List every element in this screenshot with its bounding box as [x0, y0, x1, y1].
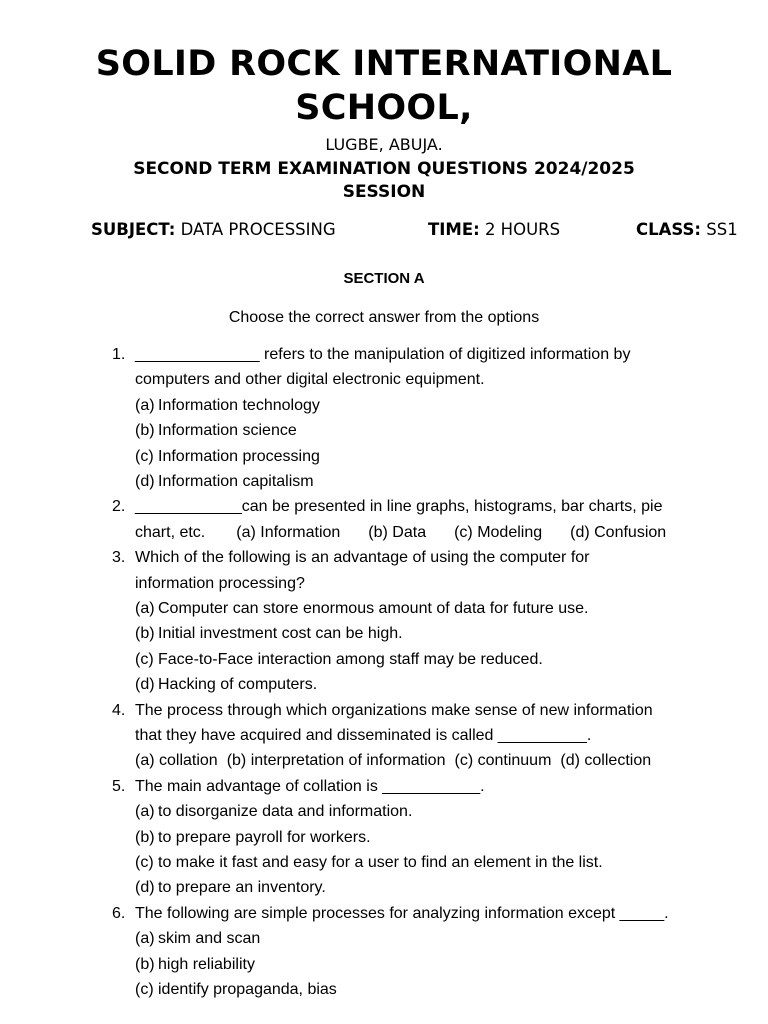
inline-options [135, 522, 666, 544]
school-name: SOLID ROCK INTERNATIONAL SCHOOL, [95, 44, 673, 128]
option-text: Hacking of computers. [158, 676, 318, 694]
question-text: The following are simple processes for analyzing information except _____. [135, 904, 669, 922]
section-instruction: Choose the correct answer from the options [228, 309, 540, 326]
question-number: 5. [112, 777, 126, 795]
question-number: 1. [112, 346, 126, 363]
option-letter: (c) [135, 650, 154, 668]
inline-option: (d) Confusion [570, 523, 667, 541]
exam-title: SECOND TERM EXAMINATION QUESTIONS 2024/2025 SESSION [133, 159, 635, 202]
question-text: that they have acquired and disseminated is called __________. [135, 727, 592, 744]
inline-option: (b) interpretation of information [226, 752, 446, 770]
subject-info [91, 220, 336, 240]
question-text: computers and other digital electronic equipment. [135, 371, 485, 389]
option-text: Information technology [158, 396, 320, 414]
option-text: Computer can store enormous amount of data for future use. [158, 600, 589, 617]
option-text: Initial investment cost can be high. [158, 625, 403, 643]
question-number: 6. [112, 904, 126, 922]
subject-value: DATA PROCESSING [180, 220, 336, 239]
option-letter: (a) [135, 930, 155, 948]
option-text: Information science [158, 422, 297, 440]
option-text: skim and scan [158, 930, 261, 948]
option-text: high reliability [158, 955, 255, 973]
class-value: SS1 [706, 220, 738, 239]
class-info [636, 220, 738, 240]
option-letter: (c) [135, 447, 154, 465]
option-letter: (c) [135, 981, 154, 998]
option-letter: (b) [135, 955, 155, 973]
inline-options [135, 750, 651, 772]
inline-option: (a) Information [236, 523, 341, 541]
option-text: to disorganize data and information. [158, 803, 413, 821]
section-title: SECTION A [343, 270, 425, 287]
option-text: Information capitalism [158, 473, 314, 490]
option-letter: (d) [135, 473, 155, 490]
time-label: TIME: [428, 220, 480, 239]
time-info [428, 220, 560, 240]
option-text: identify propaganda, bias [158, 981, 337, 998]
question-text: The main advantage of collation is ___________. [135, 777, 485, 795]
class-label: CLASS: [636, 220, 702, 239]
option-letter: (c) [135, 854, 154, 871]
option-letter: (b) [135, 625, 155, 643]
question-text: information processing? [135, 574, 305, 592]
school-location: LUGBE, ABUJA. [325, 135, 443, 154]
question-text: Which of the following is an advantage of using the computer for [135, 549, 590, 567]
option-letter: (a) [135, 396, 155, 414]
question-number: 4. [112, 701, 126, 719]
question-number: 3. [112, 549, 126, 567]
inline-option: (b) Data [368, 523, 427, 541]
inline-option: (c) Modeling [454, 523, 543, 541]
option-letter: (b) [135, 422, 155, 440]
question-text: The process through which organizations make sense of new information [135, 701, 653, 719]
option-letter: (d) [135, 879, 155, 897]
inline-option: (a) collation [135, 752, 218, 770]
question-text: chart, etc. [135, 523, 206, 541]
inline-option: (c) continuum [454, 752, 552, 770]
option-letter: (a) [135, 803, 155, 821]
option-text: Face-to-Face interaction among staff may be reduced. [158, 650, 543, 668]
subject-label: SUBJECT: [91, 220, 176, 239]
option-letter: (a) [135, 600, 155, 617]
question-text: ____________can be presented in line graphs, histograms, bar charts, pie [135, 498, 663, 516]
option-text: to make it fast and easy for a user to find an element in the list. [158, 854, 603, 871]
option-text: Information processing [158, 447, 320, 465]
inline-option: (d) collection [560, 752, 652, 770]
question-text: ______________ refers to the manipulation of digitized information by [135, 346, 631, 363]
option-letter: (b) [135, 828, 155, 846]
option-text: to prepare an inventory. [158, 879, 326, 897]
question-number: 2. [112, 498, 126, 516]
option-letter: (d) [135, 676, 155, 694]
time-value: 2 HOURS [484, 220, 561, 239]
option-text: to prepare payroll for workers. [158, 828, 371, 846]
